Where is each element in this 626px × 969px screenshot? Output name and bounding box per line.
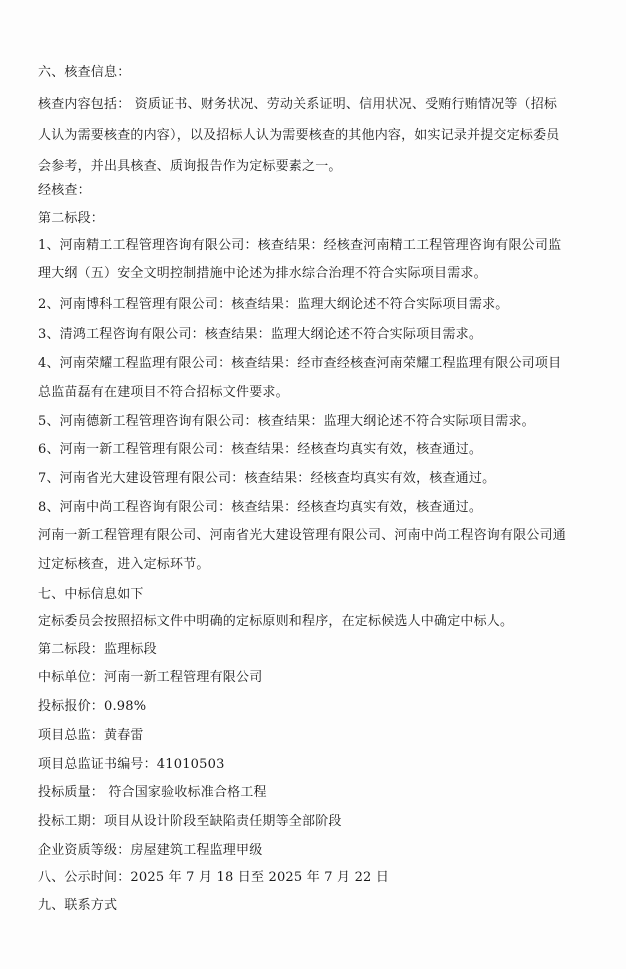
section7-intro: 定标委员会按照招标文件中明确的定标原则和程序，在定标候选人中确定中标人。 [38, 614, 514, 629]
section6-title: 六、核查信息： [38, 65, 131, 80]
bid-duration: 投标工期：项目从设计阶段至缺陷责任期等全部阶段 [38, 814, 342, 829]
winner-unit: 中标单位：河南一新工程管理有限公司 [38, 670, 263, 685]
passed-line2: 过定标核查，进入定标环节。 [38, 557, 210, 572]
director-cert: 项目总监证书编号：41010503 [38, 757, 225, 772]
section6-intro-line2: 人认为需要核查的内容），以及招标人认为需要核查的其他内容，如实记录并提交定标委员 [38, 128, 560, 143]
passed-line1: 河南一新工程管理有限公司、河南省光大建设管理有限公司、河南中尚工程咨询有限公司通 [38, 528, 567, 543]
section9-title: 九、联系方式 [38, 898, 118, 913]
result-item-4-line1: 4、河南荣耀工程监理有限公司：核查结果：经市查经核查河南荣耀工程监理有限公司项目 [38, 356, 562, 371]
checked-label: 经核查： [38, 183, 91, 198]
section6-intro-line1: 核查内容包括： 资质证书、财务状况、劳动关系证明、信用状况、受贿行贿情况等（招标 [38, 97, 558, 112]
result-item-1-line2: 理大纲（五）安全文明控制措施中论述为排水综合治理不符合实际项目需求。 [38, 266, 487, 281]
result-item-5: 5、河南德新工程管理咨询有限公司：核查结果：监理大纲论述不符合实际项目需求。 [38, 414, 535, 429]
enterprise-qualification: 企业资质等级：房屋建筑工程监理甲级 [38, 843, 263, 858]
result-item-1-line1: 1、河南精工工程管理咨询有限公司：核查结果：经核查河南精工工程管理咨询有限公司监 [38, 238, 562, 253]
result-item-7: 7、河南省光大建设管理有限公司：核查结果：经核查均真实有效，核查通过。 [38, 471, 496, 486]
result-item-3: 3、清鸿工程咨询有限公司：核查结果：监理大纲论述不符合实际项目需求。 [38, 327, 483, 342]
result-item-6: 6、河南一新工程管理有限公司：核查结果：经核查均真实有效，核查通过。 [38, 442, 483, 457]
result-item-4-line2: 总监苗磊有在建项目不符合招标文件要求。 [38, 385, 289, 400]
project-director: 项目总监：黄春雷 [38, 728, 144, 743]
section7-segment: 第二标段：监理标段 [38, 642, 157, 657]
section7-title: 七、中标信息如下 [38, 587, 144, 602]
section8-title: 八、公示时间：2025 年 7 月 18 日至 2025 年 7 月 22 日 [38, 870, 390, 885]
bid-price: 投标报价：0.98% [38, 699, 147, 714]
bid-quality: 投标质量： 符合国家验收标准合格工程 [38, 785, 267, 800]
result-item-2: 2、河南博科工程管理有限公司：核查结果：监理大纲论述不符合实际项目需求。 [38, 297, 509, 312]
segment-label: 第二标段： [38, 211, 105, 226]
section6-intro-line3: 会参考，并出具核查、质询报告作为定标要素之一。 [38, 159, 342, 174]
result-item-8: 8、河南中尚工程咨询有限公司：核查结果：经核查均真实有效，核查通过。 [38, 500, 483, 515]
